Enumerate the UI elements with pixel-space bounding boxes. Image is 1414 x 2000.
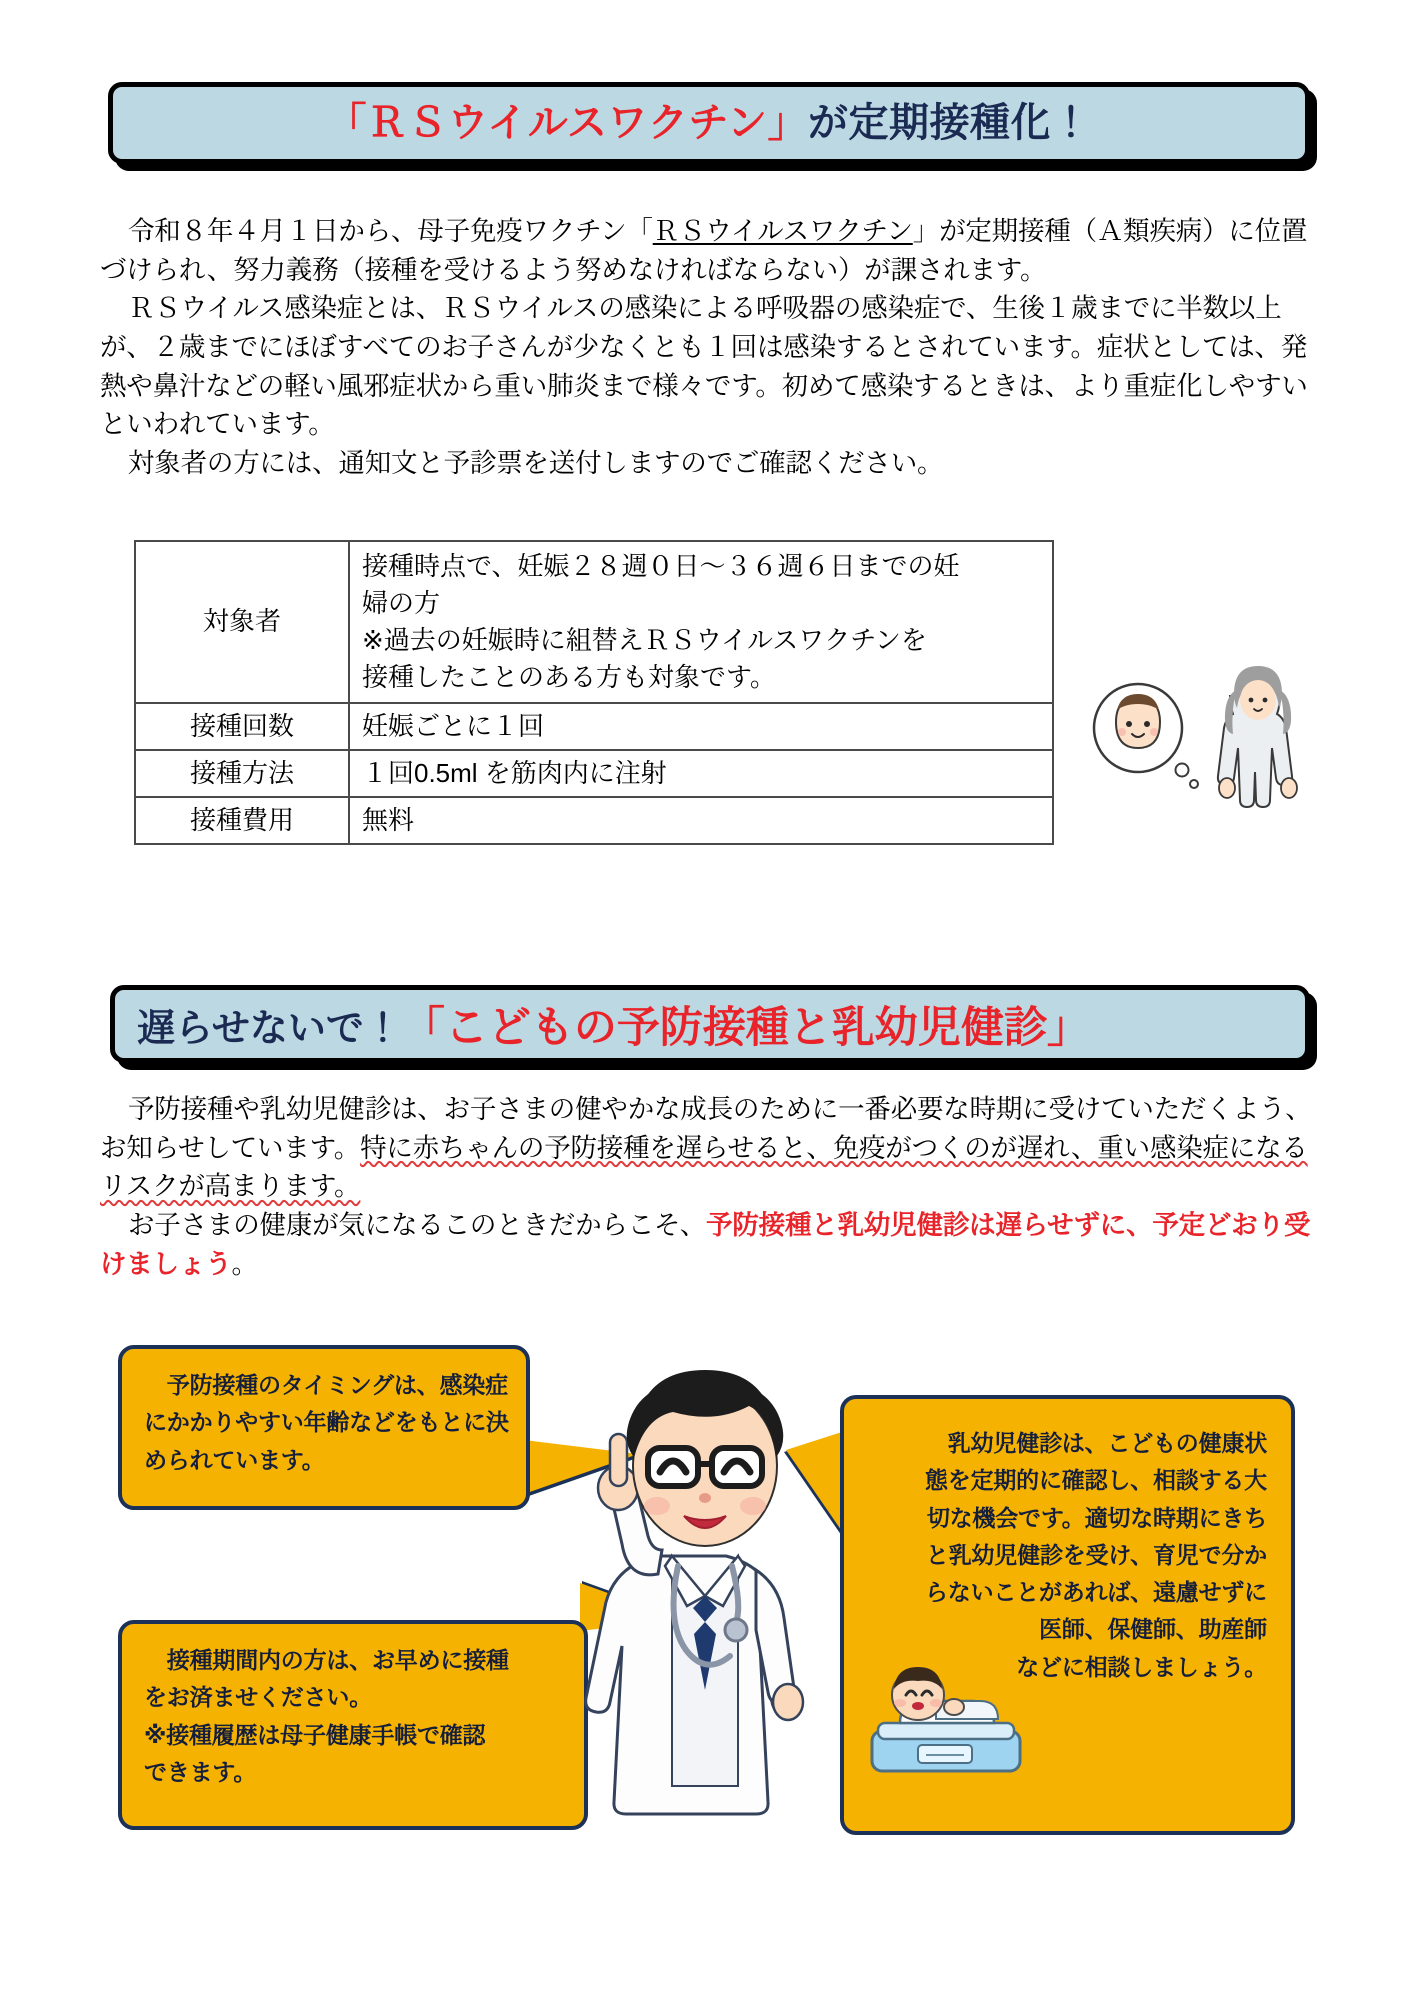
bubble-line: 医師、保健師、助産師 (1038, 1616, 1267, 1643)
bubble-line: にかかりやすい年齢などをもとに決 (144, 1409, 509, 1436)
bubble-line: をお済ませください。 (144, 1684, 373, 1711)
section2-p1-wavy-emphasis: 特に赤ちゃんの予防接種を遅らせると、免疫がつくのが遅れ、重い感染症になるリスクが高まります。 (100, 1132, 1308, 1202)
section1-p3-text: 対象者の方には、通知文と予診票を送付しますのでご確認ください。 (128, 448, 944, 479)
vaccine-info-table (134, 540, 1054, 845)
table-row-value (349, 541, 1053, 703)
mother-and-baby-illustration (1086, 660, 1316, 845)
section2-body (100, 1090, 1315, 1283)
table-row (135, 541, 1053, 703)
section2-p2-part-a: お子さまの健康が気になるこのときだからこそ、 (128, 1210, 707, 1241)
section2-banner-navy: 遅らせないで！ (137, 1007, 402, 1050)
table-cell-line: 接種したことのある方も対象です。 (362, 661, 776, 692)
section1-p1-underlined: ＲＳウイルスワクチン (652, 216, 913, 246)
table-row-value: 妊娠ごとに１回 (349, 703, 1053, 750)
section1-p2-text: ＲＳウイルス感染症とは、ＲＳウイルスの感染による呼吸器の感染症で、生後１歳までに半数以上が、２歳までにほぼすべてのお子さんが少なくとも１回は感染するとされています。症状としては、発熱や鼻汁などの軽い風邪症状から重い肺炎まで様々です。初めて感染するときは、より重症化しやすいといわれています。 (100, 293, 1308, 440)
bubble-line: ※接種履歴は母子健康手帳で確認 (144, 1721, 486, 1748)
bubble-line: と乳幼児健診を受け、育児で分か (925, 1541, 1267, 1568)
section1-paragraph-2 (100, 289, 1315, 444)
bubble-line: らないことがあれば、遠慮せずに (924, 1579, 1267, 1605)
section2-p2-red-emphasis: 予防接種と乳幼児健診は遅らせずに、予定どおり受けましょう (100, 1210, 1311, 1279)
bubble-line: などに相談しましょう。 (1016, 1653, 1267, 1680)
section1-body (100, 212, 1315, 483)
section1-p1-part-a: 令和８年４月１日から、母子免疫ワクチン「 (128, 216, 653, 246)
doctor-pointing-illustration (560, 1330, 850, 1860)
table-row-label: 対象者 (135, 541, 349, 703)
section2-p1-part-a: 予防接種や乳幼児健診は、お子さまの健やかな成長のために一番必要な時期に受けていただくよう、お知らせしています。 (100, 1094, 1312, 1163)
table-row-label: 接種回数 (135, 703, 349, 750)
section2-paragraph-1 (100, 1090, 1315, 1206)
table-cell-line: ※過去の妊娠時に組替えＲＳウイルスワクチンを (362, 624, 927, 655)
vaccine-info-table-body (135, 541, 1053, 844)
section2-banner (110, 985, 1310, 1063)
bubble-bottom-left (118, 1620, 588, 1830)
table-row-value: 無料 (349, 797, 1053, 844)
bubble-line: 切な機会です。適切な時期にきち (926, 1504, 1267, 1531)
bubble-line: 接種期間内の方は、お早めに接種 (144, 1647, 509, 1673)
bubble-top-left (118, 1345, 530, 1510)
table-row (135, 797, 1053, 844)
section1-banner-navy: が定期接種化！ (808, 101, 1092, 145)
bubble-line: できます。 (144, 1758, 257, 1785)
section1-banner (108, 82, 1310, 164)
section1-paragraph-3 (100, 444, 1315, 483)
table-row-label: 接種費用 (135, 797, 349, 844)
bubble-line: 予防接種のタイミングは、感染症 (144, 1372, 508, 1398)
bubble-line: 乳幼児健診は、こどもの健康状 (947, 1430, 1267, 1456)
table-row (135, 750, 1053, 797)
section1-banner-red: 「ＲＳウイルスワクチン」 (326, 101, 809, 145)
table-row (135, 703, 1053, 750)
section2-p2-part-b: 。 (231, 1248, 258, 1279)
baby-on-scale-illustration (858, 1645, 1033, 1790)
table-row-value: １回0.5ml を筋肉内に注射 (349, 750, 1053, 797)
table-cell-line: 接種時点で、妊娠２８週０日～３６週６日までの妊 (362, 551, 960, 581)
section1-banner-text (326, 103, 1091, 143)
section1-p1-part-b: 」が定期接種（Ａ類疾病）に位置づけられ、努力義務（接種を受けるよう努めなければならない）が課されます。 (100, 216, 1308, 285)
section2-banner-red: 「こどもの予防接種と乳幼児健診」 (401, 1003, 1090, 1052)
section2-paragraph-2 (100, 1206, 1315, 1283)
bubble-line: められています。 (144, 1446, 325, 1473)
section1-paragraph-1 (100, 212, 1315, 289)
table-cell-line: 婦の方 (362, 587, 441, 618)
table-row-label: 接種方法 (135, 750, 349, 797)
bubble-line: 態を定期的に確認し、相談する大 (924, 1467, 1267, 1494)
